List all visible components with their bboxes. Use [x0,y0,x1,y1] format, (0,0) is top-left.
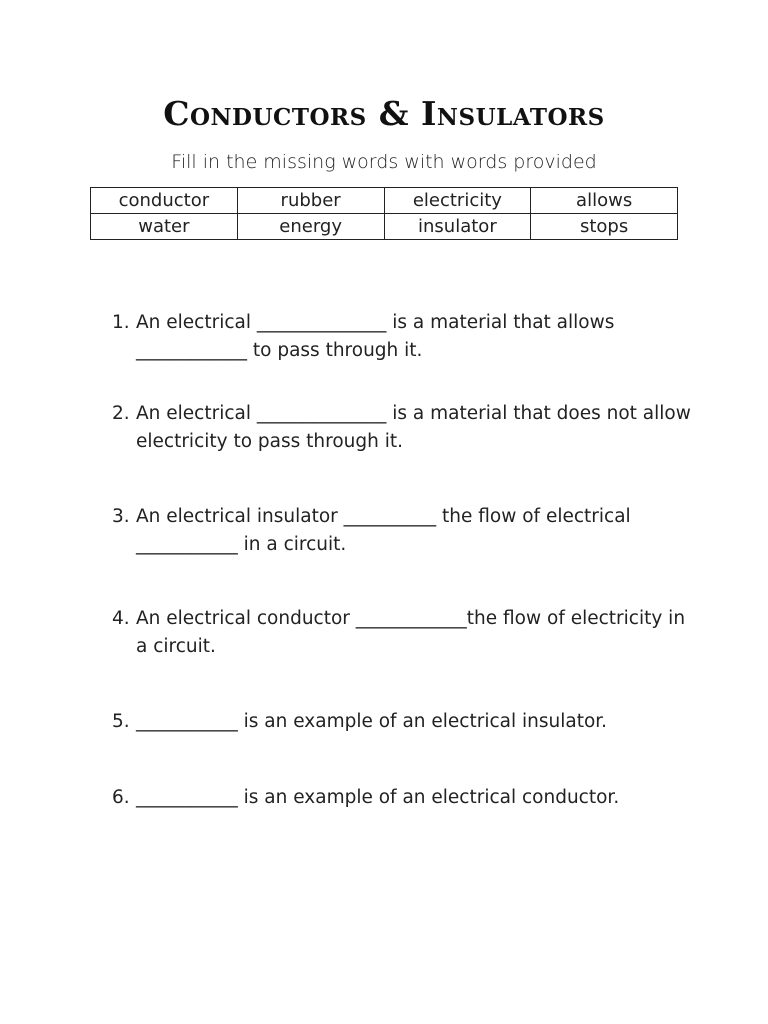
question-number: 4. [112,608,130,629]
question-text: An electrical insulator __________ the flow of electrical ___________ in a circuit. [136,506,631,555]
question-number: 6. [112,787,130,808]
word-bank-row [91,188,678,214]
worksheet-title: Conductors & Insulators [163,94,605,133]
question-number: 2. [112,403,130,424]
question-item [112,784,692,812]
question-number: 1. [112,312,130,333]
word-bank-cell: water [91,214,238,240]
question-item [112,708,692,736]
word-bank-row [91,214,678,240]
question-item [112,503,692,559]
question-item [112,605,692,661]
word-bank-cell: insulator [384,214,531,240]
word-bank-cell: stops [531,214,678,240]
question-text: An electrical ______________ is a material that does not allow electricity to pass through it. [136,403,691,452]
word-bank-cell: conductor [91,188,238,214]
question-text: ___________ is an example of an electrical conductor. [136,787,620,808]
question-number: 3. [112,506,130,527]
word-bank-table [90,187,678,240]
question-text: An electrical conductor ____________the flow of electricity in a circuit. [136,608,686,657]
worksheet-instructions: Fill in the missing words with words provided [171,151,597,173]
question-text: An electrical ______________ is a material that allows ____________ to pass through it. [136,312,615,361]
word-bank-cell: rubber [237,188,384,214]
question-item [112,309,692,365]
question-text: ___________ is an example of an electrical insulator. [136,711,608,732]
word-bank-cell: energy [237,214,384,240]
question-item [112,400,692,456]
question-number: 5. [112,711,130,732]
word-bank-cell: allows [531,188,678,214]
word-bank-cell: electricity [384,188,531,214]
